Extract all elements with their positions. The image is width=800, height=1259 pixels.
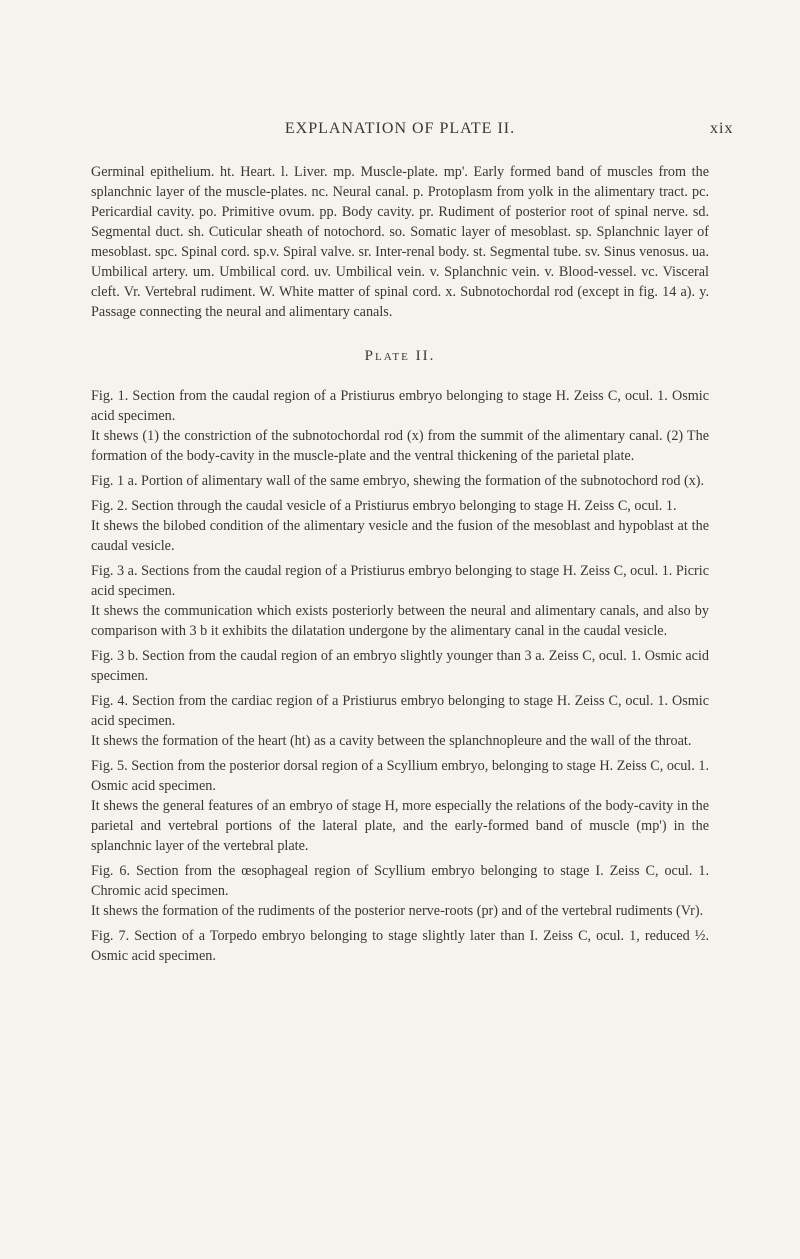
figure-entry (91, 691, 709, 751)
page-header (0, 120, 800, 138)
glossary-paragraph: Germinal epithelium. ht. Heart. l. Liver. mp. Muscle-plate. mp'. Early formed band of muscles from the splanchnic layer of the muscle-plates. nc. Neural canal. p. Protoplasm from yolk in the alimentary tract. pc. Pericardial cavity. po. Primitive ovum. pp. Body cavity. pr. Rudiment of posterior root of spinal nerve. sd. Segmental duct. sh. Cuticular sheath of notochord. so. Somatic layer of mesoblast. sp. Splanchnic layer of mesoblast. spc. Spinal cord. sp.v. Spiral valve. sr. Inter-renal body. st. Segmental tube. sv. Sinus venosus. ua. Umbilical artery. um. Umbilical cord. uv. Umbilical vein. v. Splanchnic vein. v. Blood-vessel. vc. Visceral cleft. Vr. Vertebral rudiment. W. White matter of spinal cord. x. Subnotochordal rod (except in fig. 14 a). y. Passage connecting the neural and alimentary canals. (91, 164, 709, 320)
figure-entry (91, 471, 709, 491)
figure-description: Fig. 6. Section from the œsophageal region of Scyllium embryo belonging to stage I. Zeiss C, ocul. 1. Chromic acid specimen. (91, 863, 709, 899)
page-number: xix (710, 120, 734, 137)
figure-entry (91, 561, 709, 641)
figure-description: Fig. 3 a. Sections from the caudal region of a Pristiurus embryo belonging to stage H. Zeiss C, ocul. 1. Picric acid specimen. (91, 563, 709, 599)
figure-entry (91, 926, 709, 966)
figure-description: Fig. 5. Section from the posterior dorsal region of a Scyllium embryo, belonging to stage H. Zeiss C, ocul. 1. Osmic acid specimen. (91, 758, 709, 794)
body-text (91, 162, 709, 971)
figure-description: Fig. 4. Section from the cardiac region of a Pristiurus embryo belonging to stage H. Zeiss C, ocul. 1. Osmic acid specimen. (91, 693, 709, 729)
figure-entry (91, 756, 709, 856)
figure-list (91, 386, 709, 966)
figure-description: Fig. 7. Section of a Torpedo embryo belonging to stage slightly later than I. Zeiss C, ocul. 1, reduced ½. Osmic acid specimen. (91, 928, 709, 964)
figure-note: It shews the general features of an embryo of stage H, more especially the relations of the body-cavity in the parietal and vertebral portions of the lateral plate, and the early-formed band of muscle (mp') in the splanchnic layer of the vertebral plate. (91, 798, 709, 854)
figure-entry (91, 496, 709, 556)
figure-note: It shews the bilobed condition of the alimentary vesicle and the fusion of the mesoblast and hypoblast at the caudal vesicle. (91, 518, 709, 554)
figure-description: Fig. 3 b. Section from the caudal region of an embryo slightly younger than 3 a. Zeiss C, ocul. 1. Osmic acid specimen. (91, 648, 709, 684)
figure-note: It shews (1) the constriction of the subnotochordal rod (x) from the summit of the alimentary canal. (2) The formation of the body-cavity in the muscle-plate and the ventral thickening of the parietal plate. (91, 428, 709, 464)
figure-note: It shews the formation of the rudiments of the posterior nerve-roots (pr) and of the vertebral rudiments (Vr). (91, 903, 704, 919)
figure-entry (91, 646, 709, 686)
figure-note: It shews the communication which exists posteriorly between the neural and alimentary canals, and also by comparison with 3 b it exhibits the dilatation undergone by the alimentary canal in the caudal vesicle. (91, 603, 709, 639)
plate-heading: Plate II. (364, 348, 436, 364)
header-title: EXPLANATION OF PLATE II. (284, 120, 516, 137)
figure-entry (91, 861, 709, 921)
figure-note: It shews the formation of the heart (ht) as a cavity between the splanchnopleure and the wall of the throat. (91, 733, 692, 749)
figure-description: Fig. 1. Section from the caudal region of a Pristiurus embryo belonging to stage H. Zeiss C, ocul. 1. Osmic acid specimen. (91, 388, 709, 424)
figure-description: Fig. 2. Section through the caudal vesicle of a Pristiurus embryo belonging to stage H. Zeiss C, ocul. 1. (91, 498, 677, 514)
figure-entry (91, 386, 709, 466)
figure-description: Fig. 1 a. Portion of alimentary wall of the same embryo, shewing the formation of the subnotochord rod (x). (91, 473, 705, 489)
